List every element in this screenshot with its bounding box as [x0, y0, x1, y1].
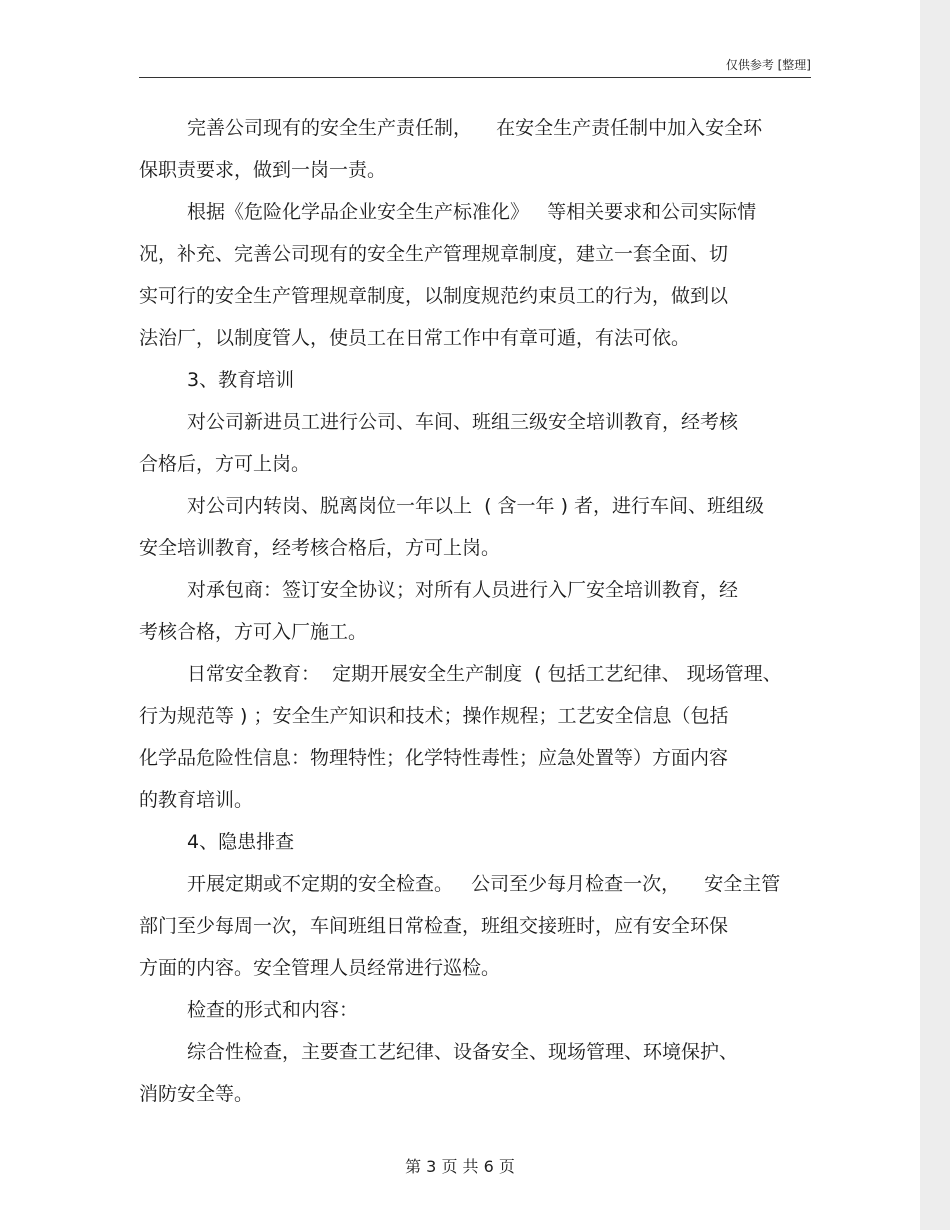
- paragraph-line: 况，补充、完善公司现有的安全生产管理规章制度，建立一套全面、切: [139, 243, 729, 265]
- paragraph: [139, 989, 819, 1031]
- paragraph-line: 合格后，方可上岗。: [139, 453, 311, 475]
- paragraph-line: 综合性检查，主要查工艺纪律、设备安全、现场管理、环境保护、: [187, 1041, 739, 1063]
- header-divider: [139, 77, 811, 78]
- paragraph-line: 日常安全教育： 定期开展安全生产制度 ( 包括工艺纪律、 现场管理、: [187, 663, 782, 685]
- paragraph-line: 保职责要求，做到一岗一责。: [139, 159, 387, 181]
- paragraph: [139, 653, 819, 821]
- paragraph-line: 3、教育培训: [187, 369, 295, 391]
- paragraph-line: 部门至少每周一次，车间班组日常检查，班组交接班时，应有安全环保: [139, 915, 729, 937]
- page-edge-shadow: [920, 0, 950, 1230]
- page-footer-number: 第 3 页 共 6 页: [405, 1157, 515, 1176]
- paragraph-line: 的教育培训。: [139, 789, 254, 811]
- paragraph-line: 检查的形式和内容：: [187, 999, 359, 1021]
- paragraph-line: 4、隐患排查: [187, 831, 295, 853]
- paragraph: [139, 821, 819, 863]
- paragraph-line: 安全培训教育，经考核合格后，方可上岗。: [139, 537, 501, 559]
- paragraph-line: 实可行的安全生产管理规章制度，以制度规范约束员工的行为，做到以: [139, 285, 729, 307]
- paragraph-line: 行为规范等 ) ；安全生产知识和技术；操作规程；工艺安全信息（包括: [139, 705, 729, 727]
- paragraph: [139, 485, 819, 569]
- paragraph-line: 完善公司现有的安全生产责任制， 在安全生产责任制中加入安全环: [187, 117, 763, 139]
- paragraph-line: 方面的内容。安全管理人员经常进行巡检。: [139, 957, 501, 979]
- paragraph-line: 开展定期或不定期的安全检查。 公司至少每月检查一次， 安全主管: [187, 873, 781, 895]
- paragraph: [139, 1031, 819, 1115]
- paragraph: [139, 359, 819, 401]
- document-body: [139, 107, 819, 1115]
- paragraph-line: 对公司新进员工进行公司、车间、班组三级安全培训教育，经考核: [187, 411, 739, 433]
- paragraph-line: 法治厂，以制度管人，使员工在日常工作中有章可遁，有法可依。: [139, 327, 691, 349]
- paragraph-line: 考核合格，方可入厂施工。: [139, 621, 368, 643]
- paragraph-line: 消防安全等。: [139, 1083, 254, 1105]
- paragraph: [139, 191, 819, 359]
- page-header-label: 仅供参考 [整理]: [725, 58, 811, 72]
- paragraph: [139, 401, 819, 485]
- paragraph-line: 对承包商：签订安全协议；对所有人员进行入厂安全培训教育，经: [187, 579, 739, 601]
- paragraph: [139, 107, 819, 191]
- paragraph: [139, 569, 819, 653]
- paragraph-line: 化学品危险性信息：物理特性；化学特性毒性；应急处置等）方面内容: [139, 747, 729, 769]
- paragraph-line: 对公司内转岗、脱离岗位一年以上 ( 含一年 ) 者，进行车间、班组级: [187, 495, 765, 517]
- paragraph: [139, 863, 819, 989]
- paragraph-line: 根据《危险化学品企业安全生产标准化》 等相关要求和公司实际情: [187, 201, 757, 223]
